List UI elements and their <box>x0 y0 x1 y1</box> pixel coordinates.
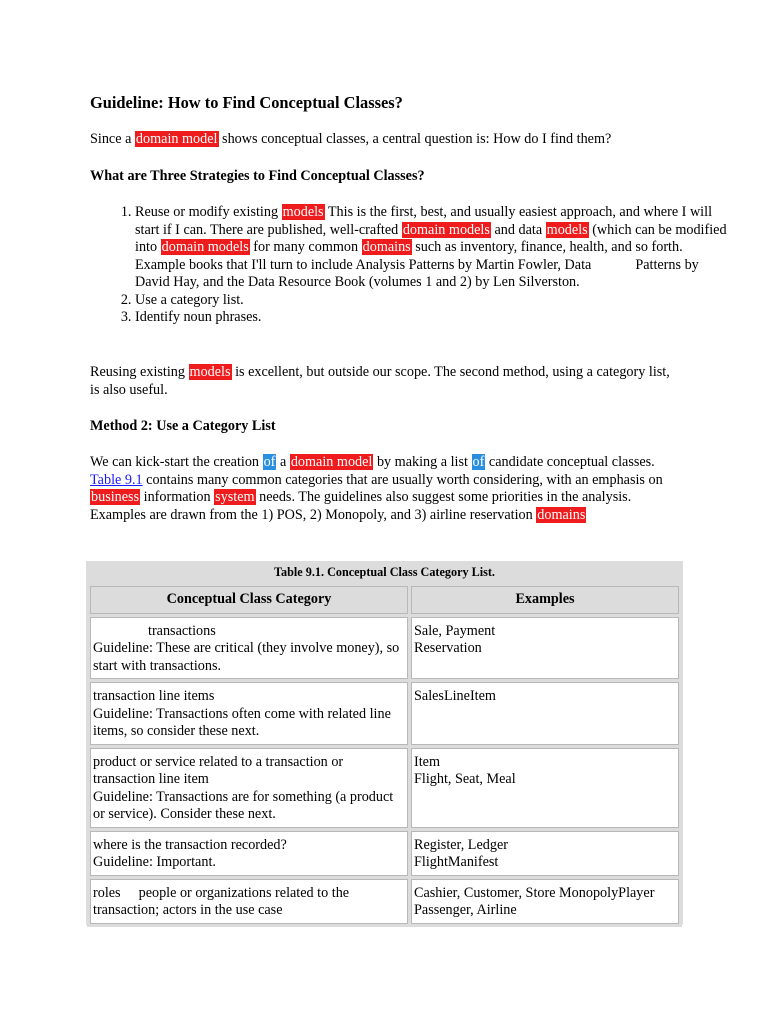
highlight-term: domain model <box>290 454 373 470</box>
kick-text: by making a list <box>373 454 472 470</box>
example-line: FlightManifest <box>414 854 499 870</box>
category-name: where is the transaction recorded? <box>93 836 287 853</box>
strategies-heading: What are Three Strategies to Find Conceptual Classes? <box>90 168 425 184</box>
highlight-term: domains <box>537 506 586 523</box>
reuse-text: is excellent, but outside our scope. The second method, using a category list, is also useful. <box>90 364 670 398</box>
reuse-paragraph <box>90 364 680 399</box>
category-description: people or organizations related to the transaction; actors in the use case <box>93 884 350 918</box>
highlight-term: domains <box>362 239 411 255</box>
category-guideline: Guideline: These are critical (they involve money), so start with transactions. <box>93 640 400 674</box>
example-line: Flight, Seat, Meal <box>414 771 516 787</box>
item-text: Reuse or modify existing <box>135 204 282 220</box>
category-name: roles <box>93 884 121 901</box>
table-row <box>90 682 679 745</box>
item-text: Patterns by David Hay, and the Data Resource Book (volumes 1 and 2) by Len Silverston. <box>135 256 699 290</box>
page-title: Guideline: How to Find Conceptual Classes? <box>90 93 403 112</box>
category-cell <box>90 748 408 828</box>
table-row <box>90 617 679 680</box>
method2-heading: Method 2: Use a Category List <box>90 418 276 434</box>
intro-paragraph <box>90 131 680 149</box>
examples-cell <box>411 748 679 828</box>
intro-text: shows conceptual classes, a central question is: How do I find them? <box>218 131 612 147</box>
table-9-1-link[interactable]: Table 9.1 <box>90 471 143 488</box>
highlight-term: domain models <box>402 221 490 238</box>
column-header: Examples <box>411 586 679 614</box>
example-line: Item <box>414 753 440 770</box>
item-text: such as inventory, finance, health, and so forth. Example books that I'll turn to include Analysis Patterns by Martin Fowler, Data <box>135 239 683 273</box>
category-table-container <box>86 561 683 925</box>
kick-text: a <box>276 454 290 470</box>
strategies-list <box>90 204 735 327</box>
category-name: transactions <box>148 622 216 639</box>
kick-text: information <box>140 489 215 505</box>
table-row <box>90 879 679 924</box>
table-row <box>90 748 679 828</box>
category-name: transaction line items <box>93 688 215 704</box>
list-item <box>135 204 735 292</box>
list-item: 2. Use a category list. <box>135 292 735 310</box>
kick-text: contains many common categories that are usually worth considering, with an emphasis on <box>142 471 663 488</box>
category-guideline: Guideline: Important. <box>93 854 216 870</box>
category-guideline: Guideline: Transactions are for something (a product or service). Consider these next. <box>93 788 394 822</box>
highlight-term: models <box>189 364 231 380</box>
category-cell <box>90 617 408 680</box>
list-item: 3. Identify noun phrases. <box>135 309 735 327</box>
category-guideline: Guideline: Transactions often come with related line items, so consider these next. <box>93 705 391 739</box>
highlight-term: domain models <box>161 239 249 255</box>
highlight-term-blue: of <box>472 454 485 470</box>
highlight-term: business <box>91 489 140 505</box>
category-table <box>87 583 682 927</box>
category-name: product or service related to a transaction or transaction line item <box>93 753 344 787</box>
kick-text: needs. The guidelines also suggest some priorities in the analysis. Examples are drawn from the 1) POS, 2) Monopoly, and 3) airline reservation <box>90 489 632 523</box>
highlight-term: system <box>215 489 255 505</box>
intro-text: Since a <box>90 131 135 147</box>
item-text: This is the first, best, and usually easiest approach, and where I will start if I can. There are published, well-crafted <box>135 204 713 238</box>
item-text: (which can be modified into <box>135 221 727 255</box>
highlight-term: domain model <box>135 131 218 147</box>
reuse-text: Reusing existing <box>90 364 189 380</box>
kick-text: We can kick-start the creation <box>90 454 263 470</box>
category-cell <box>90 879 408 924</box>
column-header: Conceptual Class Category <box>90 586 408 614</box>
examples-cell <box>411 617 679 680</box>
examples-cell <box>411 879 679 924</box>
highlight-term: models <box>546 221 588 238</box>
examples-cell <box>411 682 679 745</box>
highlight-term-blue: of <box>263 454 276 470</box>
category-cell <box>90 682 408 745</box>
examples-cell <box>411 831 679 876</box>
example-line: Passenger, Airline <box>414 902 517 918</box>
table-caption: Table 9.1. Conceptual Class Category List. <box>274 565 495 579</box>
example-line: SalesLineItem <box>414 688 496 704</box>
table-row <box>90 831 679 876</box>
item-text: for many common <box>249 239 362 255</box>
example-line: Sale, Payment <box>414 622 496 639</box>
category-cell <box>90 831 408 876</box>
highlight-term: models <box>282 204 324 220</box>
example-line: Register, Ledger <box>414 836 508 853</box>
example-line: Reservation <box>414 640 482 656</box>
kick-text: candidate conceptual classes. <box>485 454 655 470</box>
example-line: Cashier, Customer, Store MonopolyPlayer <box>414 884 655 901</box>
kickstart-paragraph <box>90 454 680 524</box>
item-text: and data <box>490 221 546 238</box>
table-header-row <box>90 586 679 614</box>
